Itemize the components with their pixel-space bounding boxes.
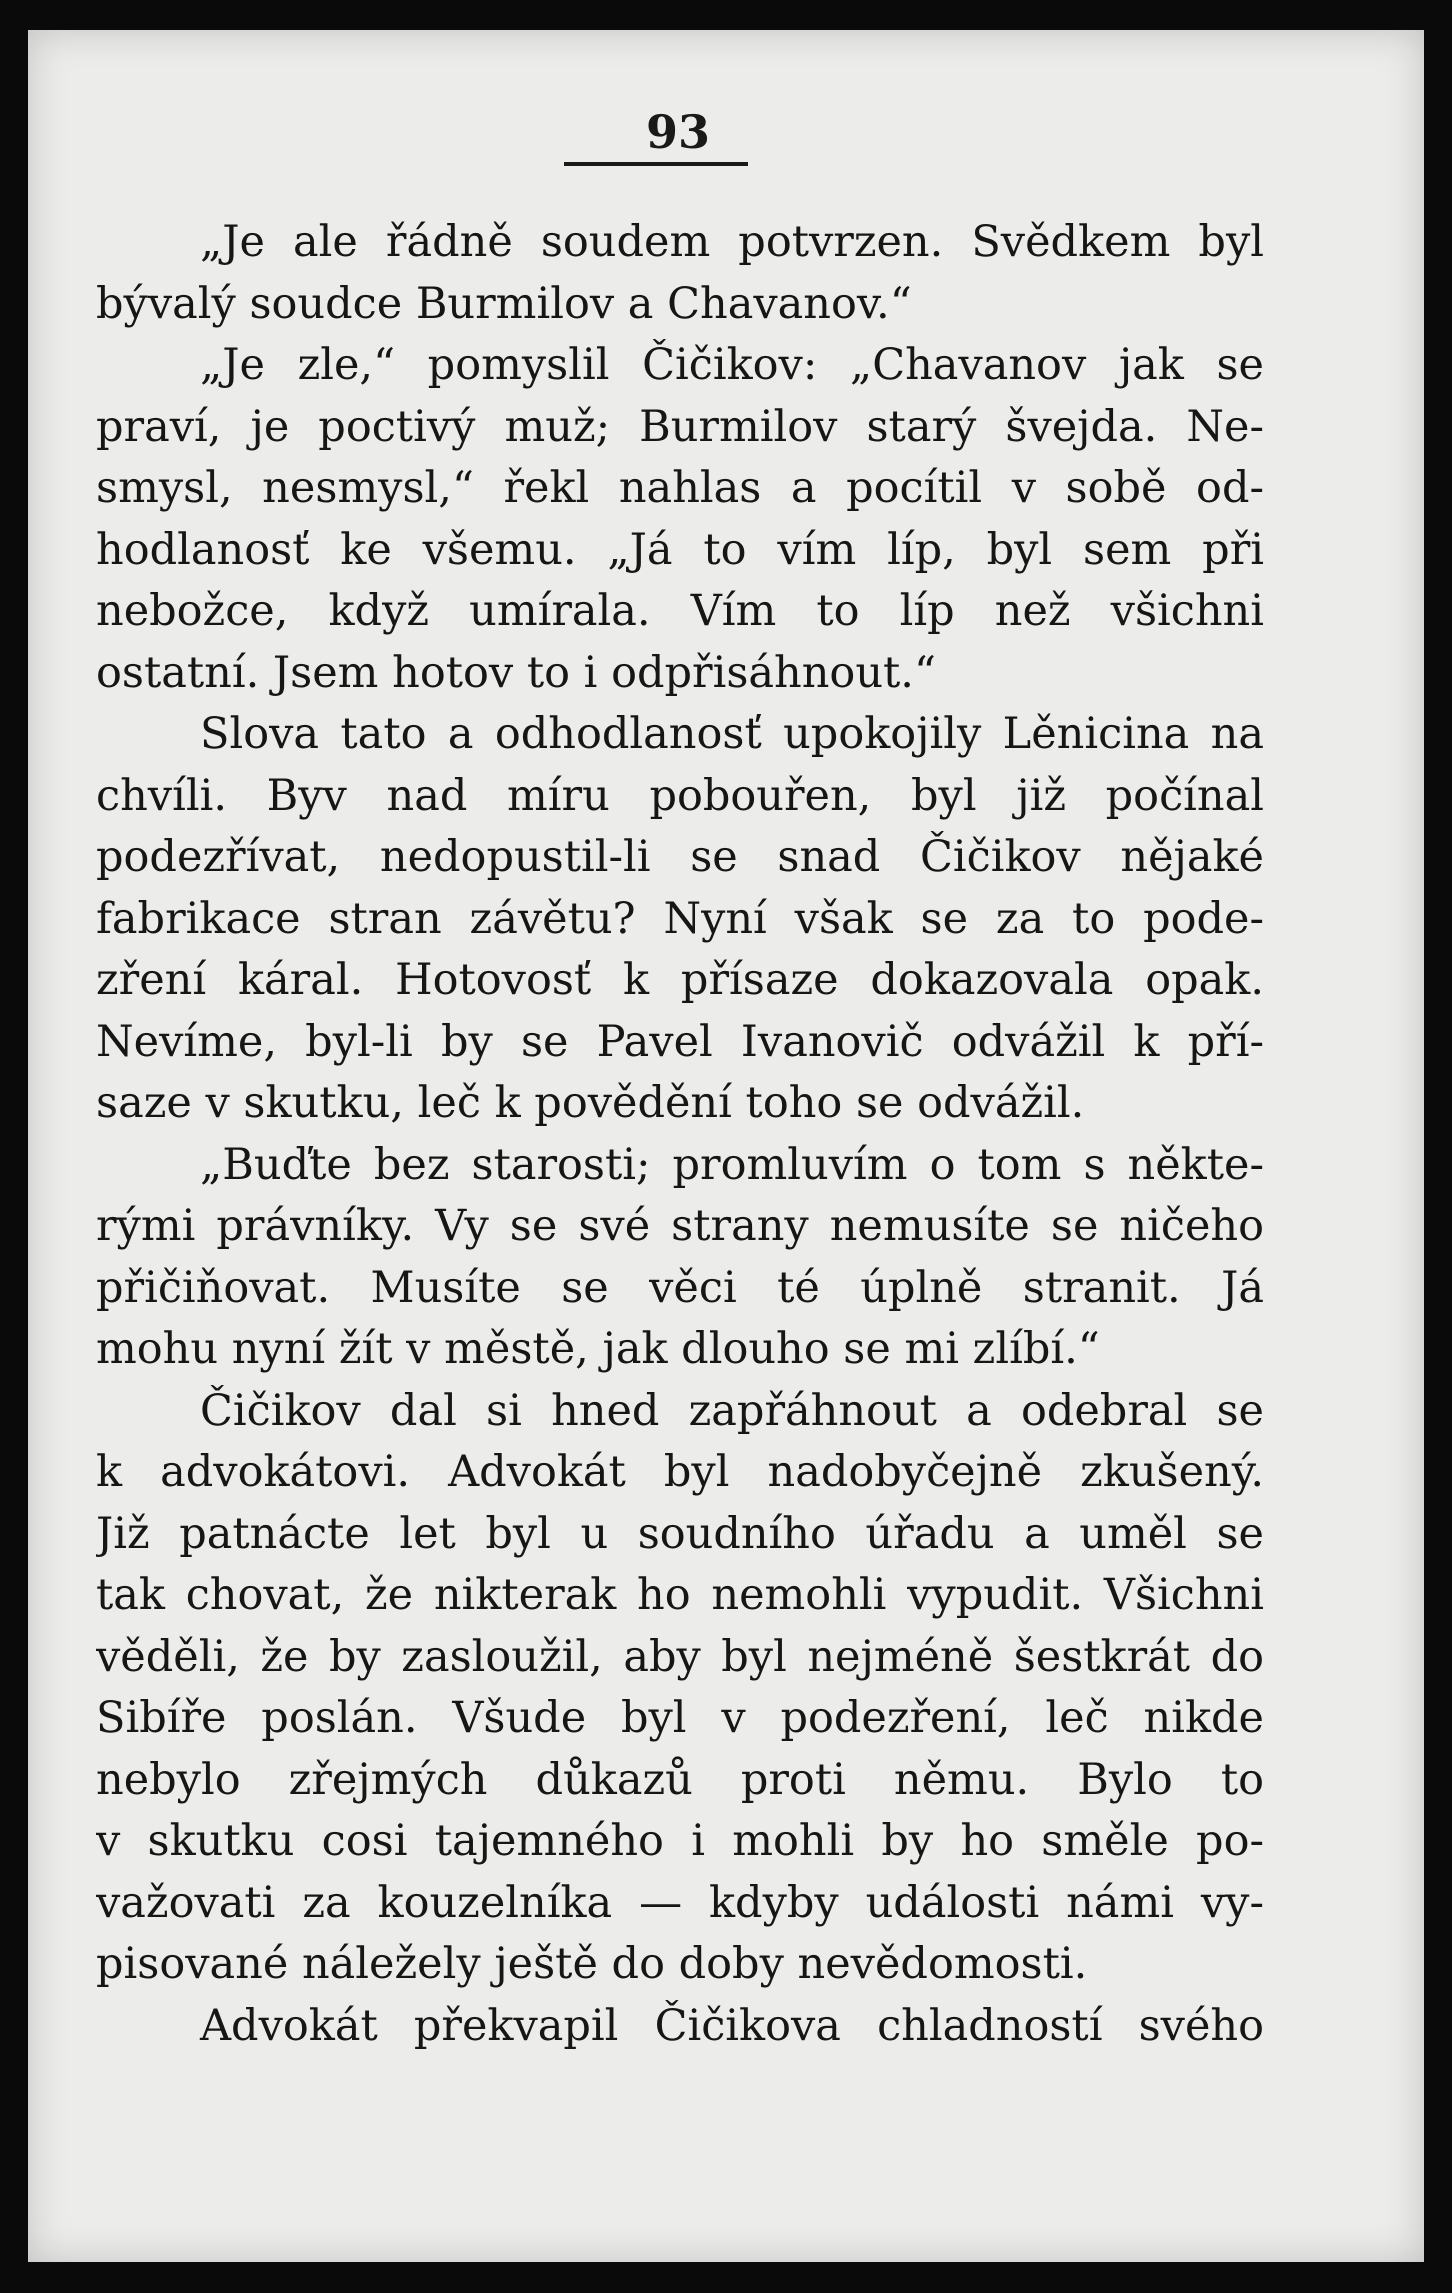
text-line: fabrikace stran závětu? Nyní však se za to pode-	[96, 893, 1264, 944]
text-line: „Je ale řádně soudem potvrzen. Svědkem byl	[200, 217, 1264, 267]
text-line: věděli, že by zasloužil, aby byl nejméně šestkrát do	[96, 1631, 1264, 1682]
text-line: važovati za kouzelníka — kdyby události námi vy-	[96, 1877, 1264, 1928]
text-line: Čičikov dal si hned zapřáhnout a odebral se	[200, 1385, 1264, 1436]
text-line: Advokát překvapil Čičikova chladností svého	[200, 2000, 1264, 2051]
text-line: Nevíme, byl-li by se Pavel Ivanovič odvážil k pří-	[96, 1016, 1264, 1067]
text-line: zření káral. Hotovosť k přísaze dokazovala opak.	[96, 955, 1264, 1005]
text-line: „Buďte bez starosti; promluvím o tom s někte-	[200, 1139, 1264, 1190]
page-number: 93	[645, 105, 710, 159]
text-line: smysl, nesmysl,“ řekl nahlas a pocítil v sobě od-	[96, 463, 1264, 513]
text-line: k advokátovi. Advokát byl nadobyčejně zkušený.	[96, 1447, 1264, 1497]
text-line: nebylo zřejmých důkazů proti němu. Bylo to	[96, 1754, 1264, 1805]
text-line: nebožce, když umírala. Vím to líp než všichni	[96, 586, 1264, 636]
text-line: Sibíře poslán. Všude byl v podezření, leč nikde	[96, 1693, 1264, 1743]
text-line: bývalý soudce Burmilov a Chavanov.“	[96, 278, 912, 329]
text-line: saze v skutku, leč k povědění toho se odvážil.	[96, 1078, 1085, 1128]
text-line: rými právníky. Vy se své strany nemusíte se ničeho	[96, 1201, 1264, 1251]
text-line: pisované náležely ještě do doby nevědomosti.	[96, 1939, 1088, 1989]
text-line: praví, je poctivý muž; Burmilov starý švejda. Ne-	[96, 401, 1264, 452]
text-line: hodlanosť ke všemu. „Já to vím líp, byl sem při	[96, 524, 1264, 575]
text-line: podezřívat, nedopustil-li se snad Čičikov nějaké	[96, 832, 1264, 882]
text-line: přičiňovat. Musíte se věci té úplně stranit. Já	[96, 1262, 1264, 1313]
body-text	[96, 212, 1264, 2057]
text-line: „Je zle,“ pomyslil Čičikov: „Chavanov jak se	[200, 340, 1264, 390]
text-line: Již patnácte let byl u soudního úřadu a uměl se	[96, 1508, 1264, 1559]
book-page	[28, 30, 1424, 2262]
page-number-rule	[564, 162, 748, 166]
text-line: tak chovat, že nikterak ho nemohli vypudit. Všichni	[96, 1570, 1264, 1620]
text-line: v skutku cosi tajemného i mohli by ho směle po-	[96, 1816, 1264, 1866]
text-line: Slova tato a odhodlanosť upokojily Lěnicina na	[200, 709, 1264, 759]
text-line: ostatní. Jsem hotov to i odpřisáhnout.“	[96, 647, 936, 698]
text-line: mohu nyní žít v městě, jak dlouho se mi zlíbí.“	[96, 1324, 1100, 1374]
text-line: chvíli. Byv nad míru pobouřen, byl již počínal	[96, 770, 1264, 821]
